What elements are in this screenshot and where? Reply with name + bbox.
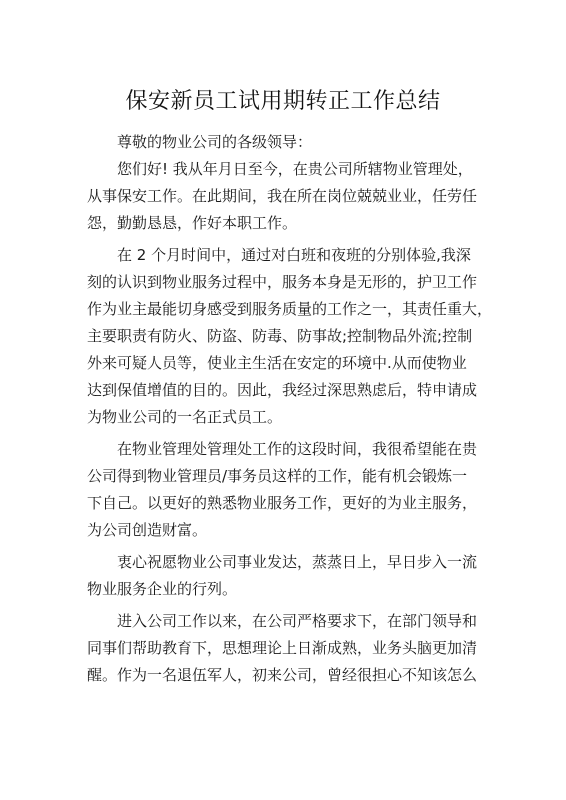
paragraph-line: 下自己。以更好的熟悉物业服务工作，更好的为业主服务，: [87, 494, 478, 512]
paragraph-line: 醒。作为一名退伍军人，初来公司，曾经很担心不知该怎么: [87, 666, 478, 684]
paragraph-2: [87, 242, 497, 431]
paragraph-1: [87, 156, 497, 237]
paragraph-line: 怨，勤勤恳恳，作好本职工作。: [87, 214, 298, 232]
paragraph-line: 您们好! 我从年月日至今，在贵公司所辖物业管理处，: [117, 160, 473, 178]
paragraph-line: 衷心祝愿物业公司事业发达，蒸蒸日上，早日步入一流: [117, 553, 478, 571]
paragraph-line: 进入公司工作以来，在公司严格要求下，在部门领导和: [117, 612, 478, 630]
paragraph-line: 主要职责有防火、防盗、防毒、防事故;控制物品外流;控制: [87, 327, 473, 345]
paragraph-line: 从事保安工作。在此期间，我在所在岗位兢兢业业，任劳任: [87, 187, 478, 205]
paragraph-line: 公司得到物业管理员/事务员这样的工作，能有机会锻炼一: [87, 467, 468, 485]
document-body: [87, 129, 497, 689]
paragraph-5: [87, 608, 497, 689]
paragraph-line: 在 2 个月时间中，通过对白班和夜班的分别体验,我深: [117, 246, 471, 264]
paragraph-line: 为物业公司的一名正式员工。: [87, 408, 283, 426]
paragraph-line: 刻的认识到物业服务过程中，服务本身是无形的，护卫工作: [87, 273, 478, 291]
salutation: 尊敬的物业公司的各级领导：: [117, 133, 313, 151]
paragraph-line: 达到保值增值的目的。因此，我经过深思熟虑后，特申请成: [87, 381, 478, 399]
paragraph-line: 在物业管理处管理处工作的这段时间，我很希望能在贵: [117, 440, 478, 458]
paragraph-line: 作为业主最能切身感受到服务质量的工作之一，其责任重大，: [87, 300, 493, 318]
paragraph-line: 物业服务企业的行列。: [87, 580, 238, 598]
paragraph-line: 为公司创造财富。: [87, 521, 208, 539]
paragraph-3: [87, 436, 497, 544]
document-title: 保安新员工试用期转正工作总结: [125, 89, 441, 114]
paragraph-line: 外来可疑人员等，使业主生活在安定的环境中.从而使物业: [87, 354, 467, 372]
paragraph-4: [87, 549, 497, 603]
paragraph-line: 同事们帮助教育下，思想理论上日渐成熟，业务头脑更加清: [87, 639, 478, 657]
